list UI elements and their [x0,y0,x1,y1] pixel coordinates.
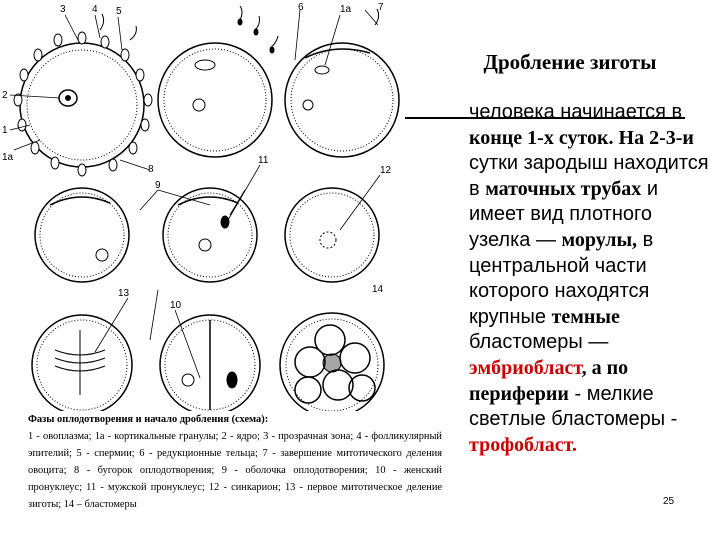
label-1: 1 [2,125,8,136]
label-10: 10 [170,300,182,311]
body-segment: периферии [469,382,569,405]
label-6: 6 [298,2,304,13]
body-segment-highlight: трофобласт. [469,433,577,456]
body-segment: маточных трубах [485,177,642,200]
label-11: 11 [258,155,269,166]
egg-cell-stage-4 [35,188,129,282]
body-segment: - мелкие светлые бластомеры - [469,382,678,431]
label-14: 14 [372,284,384,295]
body-segment: человека начинается в [469,101,683,123]
egg-cell-stage-5 [163,188,257,282]
body-segment: бластомеры — [469,331,609,354]
slide-title: Дробление зиготы [483,50,657,74]
label-1a-left: 1а [2,152,14,163]
body-segment-highlight: эмбриобласт [469,356,582,379]
two-cell-stage [160,315,260,415]
caption-title: Фазы оплодотворения и начало дробления (схема): [28,414,269,425]
body-segment: и имеет вид плотного узелка — [469,177,659,251]
label-7: 7 [378,2,384,13]
label-12: 12 [380,165,392,176]
label-2: 2 [2,90,8,101]
label-5: 5 [116,6,122,17]
body-segment: конце 1-х суток. На 2-3-и [469,126,694,149]
body-segment: сутки зародыш находится в [469,152,709,200]
label-13: 13 [118,288,130,299]
zygote-first-division [32,315,132,415]
egg-cell-stage-6 [285,188,379,282]
body-segment: морулы, [561,228,638,251]
label-3: 3 [60,4,66,15]
label-9: 9 [155,180,161,191]
figure-caption [28,411,442,513]
label-8: 8 [148,164,154,175]
label-1a-top: 1а [340,4,352,15]
caption-text: 1 - овоплазма; 1а - кортикальные гранулы; 2 - ядро; 3 - прозрачная зона; 4 - фолликулярный эпителий; 5 - спермии; 6 - редукционные тельца; 7 - завершение митотического деления овоцита; 8 - бугорок оплодотворения; 9 - оболочка оплодотворения; 10 - женский пронуклеус; 11 - мужской пронуклеус; 12 - синкарион; 13 - первое митотическое деление зиготы; 14 – бластомеры [28,431,442,510]
body-segment: темные [551,305,620,328]
body-segment: , а по [581,356,629,379]
egg-cell-stage-2 [158,6,278,157]
egg-cell-stage-3 [285,9,399,157]
slide-number: 25 [663,496,675,507]
body-segment: в центральной части которого находятся крупные [469,228,654,328]
slide-body-text [469,100,717,458]
label-4: 4 [92,4,98,15]
egg-cell-stage-1 [14,14,152,176]
morula-stage [280,313,384,417]
